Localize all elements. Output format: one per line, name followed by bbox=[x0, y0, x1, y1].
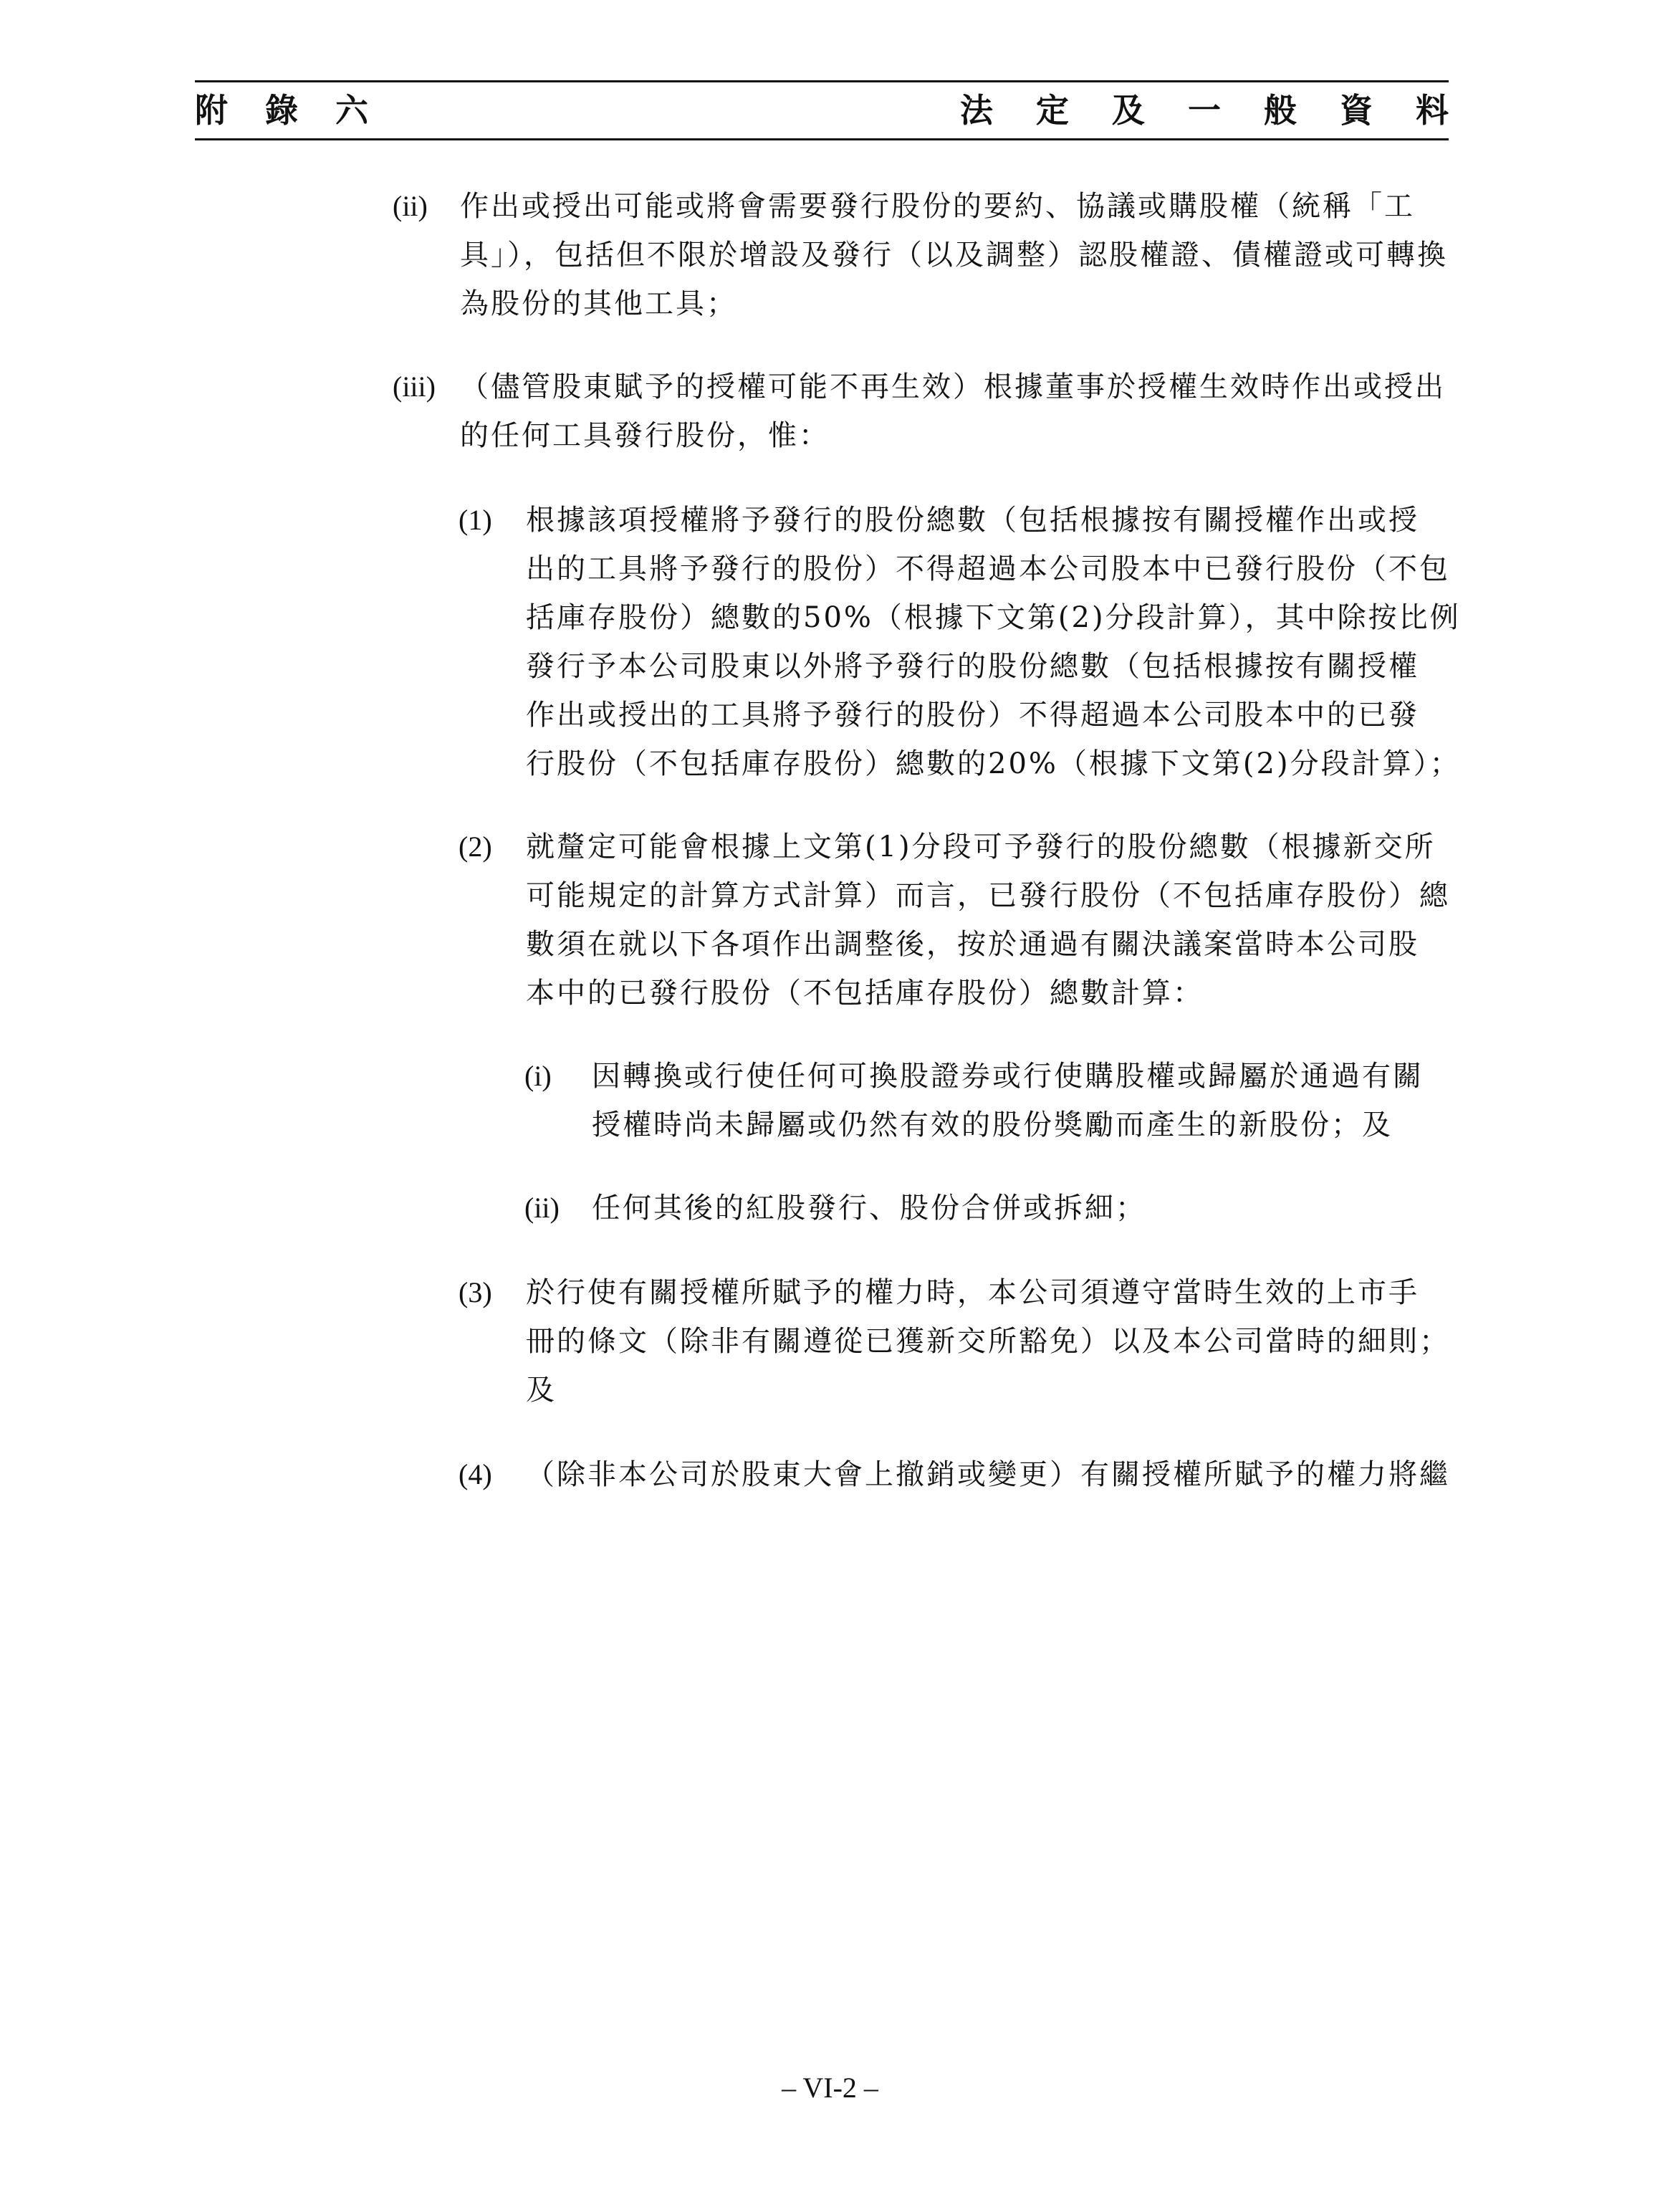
clause-line: 發行予本公司股東以外將予發行的股份總數（包括根據按有關授權 bbox=[526, 650, 1419, 683]
clause-4 bbox=[459, 1450, 1449, 1499]
clause-line: 可能規定的計算方式計算）而言，已發行股份（不包括庫存股份）總 bbox=[526, 879, 1450, 912]
clause-1 bbox=[459, 496, 1461, 788]
clause-line: 任何其後的紅股發行、股份合併或拆細； bbox=[592, 1192, 1146, 1225]
clause-ii bbox=[393, 182, 1449, 328]
clause-line: 本中的已發行股份（不包括庫存股份）總數計算： bbox=[526, 977, 1204, 1010]
subclause-ii bbox=[524, 1184, 1449, 1232]
clause-marker: (i) bbox=[524, 1060, 552, 1092]
clause-marker: (1) bbox=[459, 504, 492, 536]
clause-line: 數須在就以下各項作出調整後，按於通過有關決議案當時本公司股 bbox=[526, 928, 1419, 961]
subclause-i bbox=[524, 1052, 1449, 1149]
clause-marker: (iii) bbox=[393, 370, 436, 403]
header-bottom-rule bbox=[195, 138, 1449, 140]
clause-marker: (2) bbox=[459, 830, 492, 863]
clause-line: 括庫存股份）總數的50%（根據下文第(2)分段計算），其中除按比例 bbox=[526, 601, 1461, 634]
clause-marker: (ii) bbox=[393, 190, 428, 222]
clause-line: 為股份的其他工具； bbox=[460, 287, 737, 320]
clause-line: 作出或授出可能或將會需要發行股份的要約、協議或購股權（統稱「工 bbox=[460, 190, 1415, 223]
clause-marker: (4) bbox=[459, 1458, 492, 1490]
clause-line: 具」），包括但不限於增設及發行（以及調整）認股權證、債權證或可轉換 bbox=[460, 239, 1448, 272]
header-section-title: 法 定 及 一 般 資 料 bbox=[959, 91, 1464, 130]
clause-line: 及 bbox=[526, 1374, 557, 1407]
clause-2 bbox=[459, 823, 1449, 1018]
header-top-rule bbox=[195, 80, 1449, 82]
clause-line: 於行使有關授權所賦予的權力時，本公司須遵守當時生效的上市手 bbox=[526, 1276, 1419, 1309]
clause-marker: (3) bbox=[459, 1276, 492, 1308]
page-number: – VI-2 – bbox=[782, 2072, 878, 2104]
clause-3 bbox=[459, 1268, 1449, 1414]
clause-line: 作出或授出的工具將予發行的股份）不得超過本公司股本中的已發 bbox=[526, 699, 1419, 732]
clause-marker: (ii) bbox=[524, 1192, 560, 1224]
clause-iii bbox=[393, 363, 1449, 460]
clause-line: 就釐定可能會根據上文第(1)分段可予發行的股份總數（根據新交所 bbox=[526, 830, 1436, 863]
header-appendix-label: 附 錄 六 bbox=[195, 91, 382, 130]
clause-line: 出的工具將予發行的股份）不得超過本公司股本中已發行股份（不包 bbox=[526, 552, 1450, 585]
clause-line: 授權時尚未歸屬或仍然有效的股份獎勵而產生的新股份；及 bbox=[592, 1109, 1393, 1141]
clause-line: 因轉換或行使任何可換股證券或行使購股權或歸屬於通過有關 bbox=[592, 1060, 1424, 1093]
clause-line: （除非本公司於股東大會上撤銷或變更）有關授權所賦予的權力將繼 bbox=[526, 1458, 1450, 1491]
clause-line: （儘管股東賦予的授權可能不再生效）根據董事於授權生效時作出或授出 bbox=[460, 370, 1446, 403]
clause-line: 根據該項授權將予發行的股份總數（包括根據按有關授權作出或授 bbox=[526, 504, 1419, 537]
clause-line: 的任何工具發行股份，惟： bbox=[460, 419, 830, 452]
clause-line: 行股份（不包括庫存股份）總數的20%（根據下文第(2)分段計算）； bbox=[526, 747, 1461, 780]
clause-line: 冊的條文（除非有關遵從已獲新交所豁免）以及本公司當時的細則； bbox=[526, 1325, 1450, 1358]
